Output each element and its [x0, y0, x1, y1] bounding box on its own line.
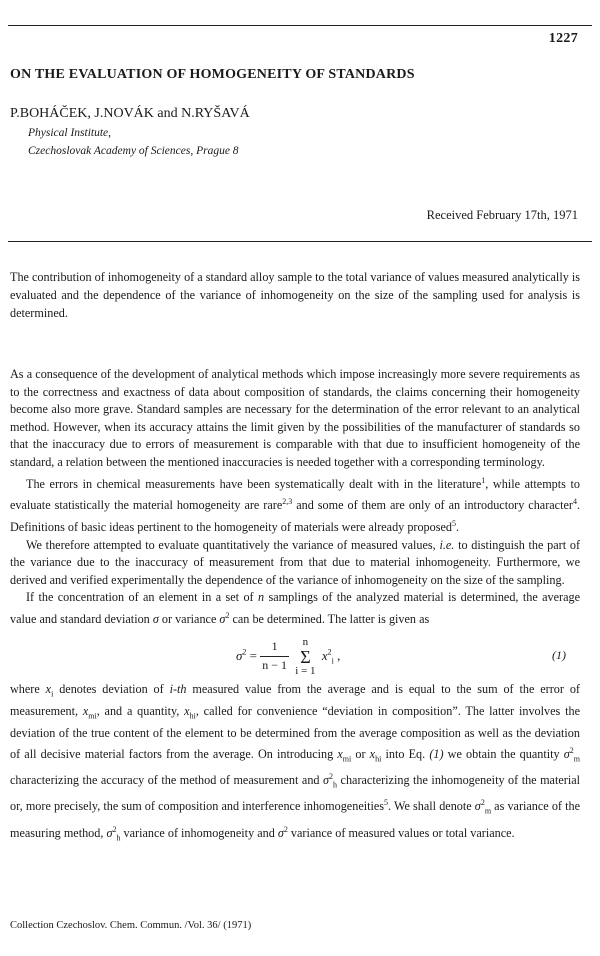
reference-2-3: 2,3	[282, 497, 293, 507]
paragraph-4: If the concentration of an element in a set of n samplings of the analyzed material is determined, the average value and standard deviation σ or variance $\sigma^2$ can be determined. The latter is given as	[10, 590, 581, 626]
journal-footer: Collection Czechoslov. Chem. Commun. /Vol. 36/ (1971)	[10, 920, 252, 931]
equation-number: (1)	[552, 647, 566, 662]
reference-4: 4	[572, 497, 577, 507]
affiliation-institute: Physical Institute,	[28, 127, 112, 139]
affiliation-academy: Czechoslovak Academy of Sciences, Prague 8	[28, 145, 239, 157]
received-date: Received February 17th, 1971	[426, 208, 578, 222]
authors-line: P.BOHÁČEK, J.NOVÁK and N.RYŠAVÁ	[10, 106, 250, 121]
header-divider	[8, 241, 592, 242]
fraction: $\frac{1}{n - 1}$	[262, 639, 288, 673]
summation: n Σ i = 1	[295, 635, 316, 677]
reference-5: 5	[452, 518, 456, 528]
paragraph-5: where $x_i$ denotes deviation of i-th measured value from the average and is equal to the sum of the error of measurement, $x_{mi}$, and a quantity, $x_{hi}$, called for convenience “deviation in composition”. The latter involves the deviation of the true content of the element to be determined from the average composition as well as the deviation of all decisive material factors from the average. On introducing $x_{mi}$ or $x_{hi}$ into Eq. (1) we obtain the quantity $\sigma^2_m$ characterizing the accuracy of the method of measurement and $\sigma^2_h$ characterizing the inhomogeneity of the material or, more precisely, the sum of composition and interference inhomogeneities$^5$. We shall denote $\sigma^2_m$ as variance of the measuring method, $\sigma^2_h$ variance of inhomogeneity and $\sigma^2$ variance of measured values or total variance.	[10, 681, 581, 842]
paragraph-2: The errors in chemical measurements have been systematically dealt with in the literature$^1$, while attempts to evaluate statistically the material homogeneity are rare$^{2,3}$ and some of them are only of an introductory character$^4$. Definitions of basic ideas pertinent to the homogeneity of materials were already proposed$^5$.	[10, 475, 580, 534]
top-rule	[8, 25, 592, 26]
article-body	[10, 366, 580, 847]
abstract: The contribution of inhomogeneity of a standard alloy sample to the total variance of values measured analytically is evaluated and the dependence of the variance of inhomogeneity on the size of the sampling used for analysis is determined.	[10, 270, 580, 320]
page-number: 1227	[548, 31, 578, 46]
paragraph-3: We therefore attempted to evaluate quantitatively the variance of measured values, i.e. to distinguish the part of the variance due to the inaccuracy of measurement from that due to material inhomogeneity. Furthermore, we derived and verified experimentally the dependence of the variance of inhomogeneity on the size of the sampling.	[10, 537, 581, 587]
paragraph-1: As a consequence of the development of analytical methods which impose increasingly more severe requirements as to the correctness and exactness of data about composition of standards, the claims concerning their homogeneity become also more grave. Standard samples are necessary for the determination of the error relevant to an analytical method. However, when its accuracy attains the limit given by the possibilities of the manufacturer of standards so that the inaccuracy due to errors of measurement is comparable with that due to insufficient homogeneity of the standard, a relation between the mentioned inaccuracies is needed together with a corresponding terminology.	[10, 367, 580, 469]
article-title: ON THE EVALUATION OF HOMOGENEITY OF STANDARDS	[10, 67, 415, 82]
variance-formula: $\sigma^2$ = $\frac{1}{n - 1}$ n Σ i = 1 $x^2_i$ ,	[236, 635, 341, 677]
equation-1	[10, 629, 580, 681]
reference-1: 1	[481, 475, 486, 485]
